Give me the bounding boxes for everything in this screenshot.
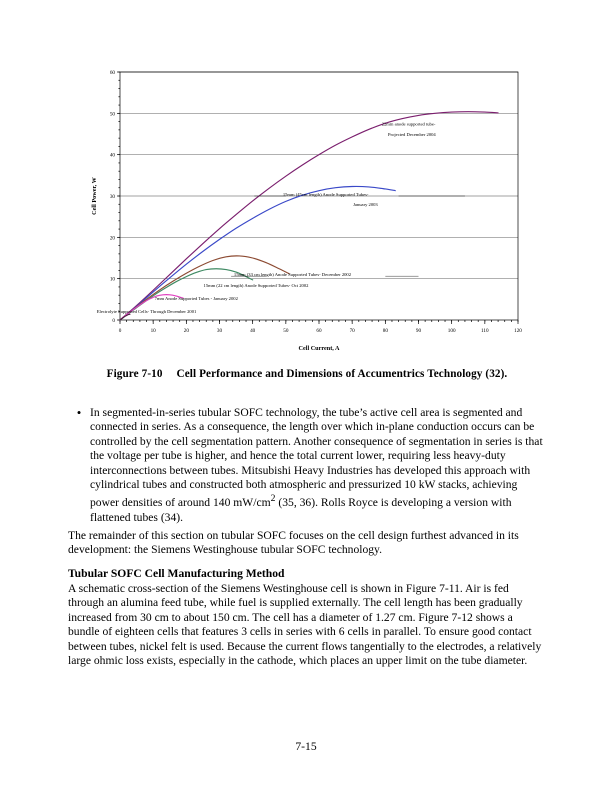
- section-heading: Tubular SOFC Cell Manufacturing Method: [68, 567, 285, 580]
- x-tick-label: 50: [283, 328, 289, 334]
- y-tick-label: 40: [109, 152, 115, 159]
- paragraph-remainder: The remainder of this section on tubular SOFC focuses on the cell design furthest advanced in its development: the Siemens Westinghouse tubular SOFC technology.: [68, 529, 519, 557]
- y-tick-label: 50: [109, 111, 115, 118]
- y-tick-label: 60: [109, 70, 115, 76]
- page-number: 7-15: [295, 740, 317, 753]
- figure-caption: [72, 368, 542, 380]
- series-annotation-label: Projected December 2004: [388, 132, 436, 138]
- chart-axis-titles: [91, 176, 340, 352]
- series-curve: [120, 112, 498, 320]
- x-tick-label: 120: [514, 328, 522, 334]
- x-tick-label: 40: [250, 328, 256, 334]
- series-annotation-label: 15mm (45cm length) Anode Supported Tubes-: [282, 192, 369, 197]
- bullet-paragraph-text: [90, 406, 546, 525]
- series-annotation-label: 22mm anode supported tube-: [381, 121, 436, 127]
- y-tick-label: 10: [109, 276, 115, 283]
- series-annotation-label: Electrolyte Supported Cells- Through December 2001: [96, 308, 197, 314]
- paragraph-manufacturing: A schematic cross-section of the Siemens Westinghouse cell is shown in Figure 7-11. Air is fed through an alumina feed tube, while fuel is supplied externally. The cell length has been gradually increased from 30 cm to about 150 cm. The cell has a diameter of 1.27 cm. Figure 7-12 shows a bundle of eighteen cells that features 3 cells in series with 6 cells in parallel. To ensure good contact between tubes, nickel felt is used. Because the current flows tangentially to the electrodes, a relatively large ohmic loss exists, especially in the cathode, which places an upper limit on the tube diameter.: [68, 582, 542, 668]
- x-tick-label: 30: [216, 328, 223, 334]
- y-tick-label: 30: [109, 194, 115, 200]
- x-tick-label: 60: [316, 328, 322, 334]
- y-axis-title: Cell Power, W: [91, 177, 98, 215]
- bullet-marker: •: [76, 405, 82, 420]
- figure-7-10-chart: [86, 62, 526, 362]
- chart-series-annotations: [97, 122, 465, 314]
- chart-series-curves: [120, 112, 498, 320]
- series-annotation-label: 15mm (22 cm length) Anode Supported Tubes- Oct 2002: [203, 282, 309, 288]
- bullet-paragraph-main: In segmented-in-series tubular SOFC technology, the tube’s active cell area is segmented and connected in series. As a consequence, the length over which in-plane conduction occurs can be controlled by the cell segmentation pattern. Another consequence of segmentation in series is that the voltage per tube is higher, and hence the total current lower, requiring less heavy-duty interconnections between tubes. Mitsubishi Heavy Industries has developed this approach with cylindrical tubes and constructed both atmospheric and pressurized 10 kW stacks, achieving power densities of around 140 mW/cm: [90, 406, 543, 510]
- series-annotation-label: January 2003: [353, 201, 378, 207]
- bullet-superscript: 2: [270, 493, 276, 505]
- x-tick-label: 10: [150, 328, 156, 334]
- figure-caption-text: Cell Performance and Dimensions of Accumentrics Technology (32).: [176, 368, 508, 380]
- x-axis-title: Cell Current, A: [298, 345, 340, 352]
- figure-caption-number: Figure 7-10: [106, 368, 163, 380]
- x-tick-label: 110: [481, 328, 489, 334]
- y-tick-label: 20: [109, 235, 115, 242]
- bullet-paragraph-tail: (35, 36). Rolls Royce is developing a version with flattened tubes (34).: [90, 496, 512, 524]
- bullet-list-item: [68, 406, 546, 525]
- y-tick-label: 0: [112, 318, 115, 324]
- x-tick-label: 20: [183, 328, 189, 334]
- series-annotation-label: 15mm (33 cm length) Anode Supported Tubes- December 2002: [233, 272, 352, 278]
- cell-performance-chart: [86, 62, 526, 362]
- x-tick-label: 0: [118, 328, 122, 334]
- series-annotation-label: 7mm Anode Supported Tubes - January 2002: [154, 296, 238, 302]
- bullet-list: [68, 406, 546, 525]
- x-tick-label: 70: [349, 328, 355, 334]
- x-tick-label: 90: [415, 328, 422, 334]
- x-tick-label: 100: [447, 328, 456, 334]
- chart-ticks: [110, 70, 522, 334]
- x-tick-label: 80: [382, 328, 388, 334]
